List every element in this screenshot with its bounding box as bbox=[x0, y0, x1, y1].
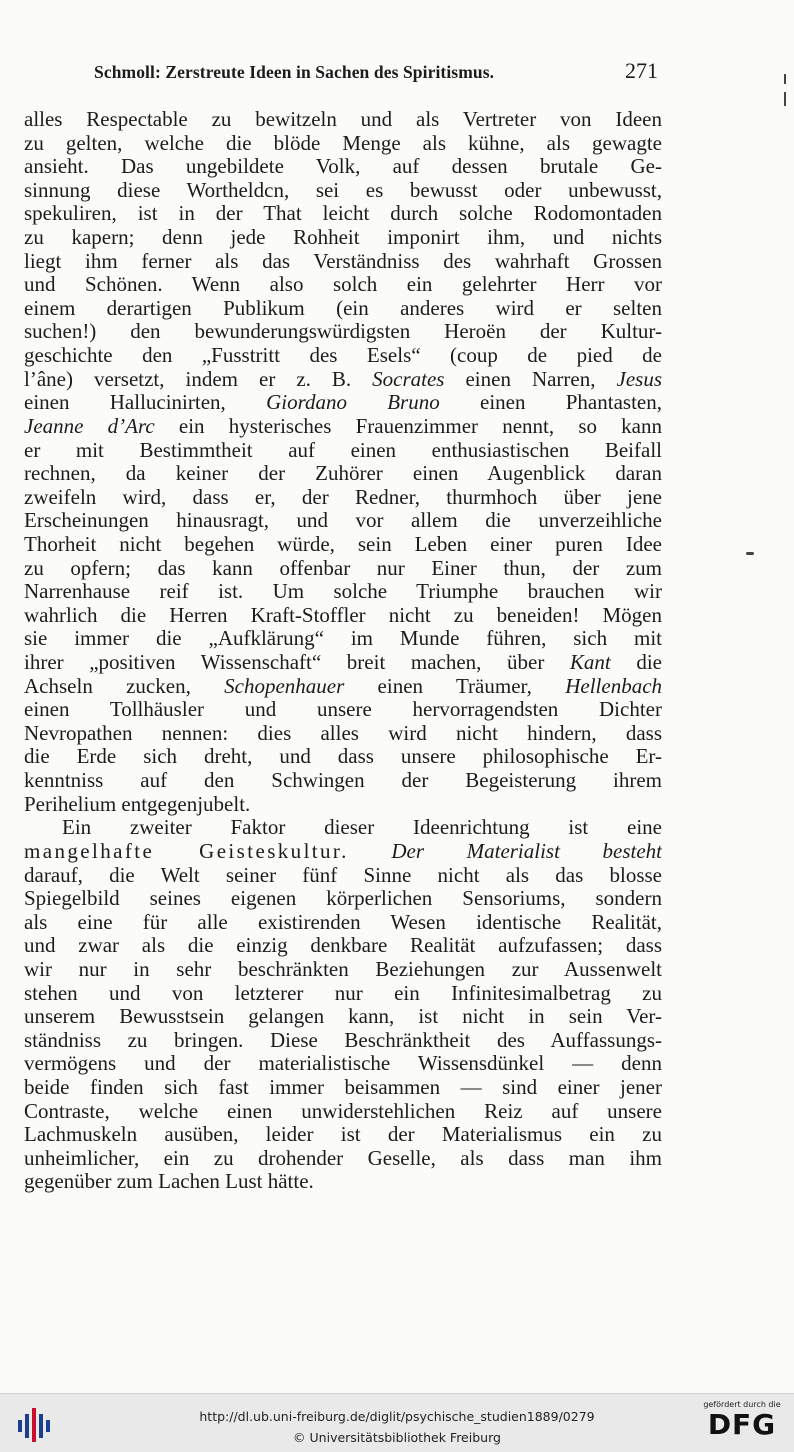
text-line bbox=[24, 722, 662, 746]
scan-edge-mark bbox=[784, 92, 786, 106]
text-segment: spekuliren, ist in der That leicht durch solche Rodomontaden bbox=[24, 202, 662, 226]
text-line bbox=[24, 1029, 662, 1053]
text-segment: wahrlich die Herren Kraft-Stoffler nicht zu beneiden! Mögen bbox=[24, 603, 662, 627]
text-line bbox=[24, 958, 662, 982]
text-line bbox=[24, 344, 662, 368]
text-line bbox=[24, 604, 662, 628]
text-line bbox=[24, 911, 662, 935]
running-title: Schmoll: Zerstreute Ideen in Sachen des Spiritismus. bbox=[94, 62, 495, 82]
text-segment: ständniss zu bringen. Diese Beschränktheit des Auffassungs- bbox=[24, 1028, 662, 1052]
text-segment: Thorheit nicht begehen würde, sein Leben einer puren Idee bbox=[24, 532, 662, 556]
text-segment: die Erde sich dreht, und dass unsere philosophische Er- bbox=[24, 745, 662, 769]
text-segment: sinnung diese Wortheldcn, sei es bewusst oder unbewusst, bbox=[24, 178, 662, 202]
text-segment: einen Narren, bbox=[444, 367, 617, 391]
text-line bbox=[24, 745, 662, 769]
text-line bbox=[24, 1100, 662, 1124]
text-line bbox=[24, 1005, 662, 1029]
text-segment: vermögens und der materialistische Wissensdünkel — denn bbox=[24, 1052, 662, 1076]
text-line bbox=[24, 557, 662, 581]
scan-edge-mark bbox=[746, 552, 754, 555]
text-segment: wir nur in sehr beschränkten Beziehungen zur Aussenwelt bbox=[24, 957, 662, 981]
text-line bbox=[24, 368, 662, 392]
text-line bbox=[24, 698, 662, 722]
italic-name: Giordano Bruno bbox=[266, 391, 440, 415]
source-url[interactable]: http://dl.ub.uni-freiburg.de/diglit/psychische_studien1889/0279 bbox=[199, 1409, 595, 1424]
text-line bbox=[24, 1123, 662, 1147]
text-segment: Lachmuskeln ausüben, leider ist der Materialismus ein zu bbox=[24, 1123, 662, 1147]
text-segment: einen Träumer, bbox=[344, 674, 566, 698]
text-segment: Contraste, welche einen unwiderstehlichen Reiz auf unsere bbox=[24, 1099, 662, 1123]
text-segment: einen Tollhäusler und unsere hervorragendsten Dichter bbox=[24, 698, 662, 722]
copyright-notice: © Universitätsbibliothek Freiburg bbox=[293, 1430, 501, 1445]
text-line bbox=[24, 580, 662, 604]
text-segment: kenntniss auf den Schwingen der Begeisterung ihrem bbox=[24, 769, 662, 793]
text-line bbox=[24, 934, 662, 958]
italic-name: Socrates bbox=[372, 367, 445, 391]
text-segment: Perihelium entgegenjubelt. bbox=[24, 792, 251, 816]
text-segment: liegt ihm ferner als das Verständniss des wahrhaft Grossen bbox=[24, 249, 662, 273]
text-segment: er mit Bestimmtheit auf einen enthusiastischen Beifall bbox=[24, 438, 662, 462]
italic-name: Schopenhauer bbox=[224, 674, 345, 698]
text-segment: zweifeln wird, dass er, der Redner, thurmhoch über jene bbox=[24, 485, 662, 509]
text-line bbox=[24, 320, 662, 344]
text-line bbox=[24, 1170, 662, 1194]
text-line bbox=[24, 627, 662, 651]
text-line bbox=[24, 1147, 662, 1171]
text-line bbox=[24, 769, 662, 793]
text-segment: und Schönen. Wenn also solch ein gelehrter Herr vor bbox=[24, 273, 662, 297]
text-segment: ein hysterisches Frauenzimmer nennt, so kann bbox=[154, 414, 662, 438]
text-line bbox=[24, 391, 662, 415]
text-line bbox=[24, 155, 662, 179]
text-segment: Spiegelbild seines eigenen körperlichen Sensoriums, sondern bbox=[24, 887, 662, 911]
text-line bbox=[24, 273, 662, 297]
text-segment: alles Respectable zu bewitzeln und als Vertreter von Ideen bbox=[24, 108, 662, 131]
text-segment: Achseln zucken, bbox=[24, 674, 225, 698]
italic-name: Der Materialist besteht bbox=[348, 839, 662, 863]
text-segment: zu opfern; das kann offenbar nur Einer thun, der zum bbox=[24, 556, 662, 580]
text-line bbox=[24, 840, 662, 864]
text-segment: l’âne) versetzt, indem er z. B. bbox=[24, 367, 373, 391]
text-line bbox=[24, 132, 662, 156]
text-segment: ihrer „positiven Wissenschaft“ breit machen, über bbox=[24, 651, 570, 675]
text-line bbox=[24, 887, 662, 911]
text-segment: unserem Bewusstsein gelangen kann, ist nicht in sein Ver- bbox=[24, 1005, 662, 1029]
text-line bbox=[24, 226, 662, 250]
text-segment: beide finden sich fast immer beisammen — sind einer jener bbox=[24, 1075, 662, 1099]
text-segment: unheimlicher, ein zu drohender Geselle, als dass man ihm bbox=[24, 1146, 662, 1170]
text-line bbox=[24, 864, 662, 888]
italic-name: Kant bbox=[569, 651, 611, 675]
text-segment: stehen und von letzterer nur ein Infinitesimalbetrag zu bbox=[24, 981, 662, 1005]
text-segment: als eine für alle existirenden Wesen identische Realität, bbox=[24, 910, 662, 934]
emphasized-term: mangelhafte Geisteskultur. bbox=[24, 839, 349, 863]
text-line bbox=[24, 202, 662, 226]
text-line bbox=[24, 675, 662, 699]
italic-name: Jeanne d’Arc bbox=[24, 414, 155, 438]
text-segment: und zwar als die einzig denkbare Realität aufzufassen; dass bbox=[24, 934, 662, 958]
footer-bar bbox=[0, 1393, 794, 1452]
text-segment: zu gelten, welche die blöde Menge als kühne, als gewagte bbox=[24, 131, 662, 155]
text-segment: einen Phantasten, bbox=[439, 391, 662, 415]
text-segment: sie immer die „Aufklärung“ im Munde führen, sich mit bbox=[24, 627, 662, 651]
text-line bbox=[24, 651, 662, 675]
text-segment: suchen!) den bewunderungswürdigsten Heroën der Kultur- bbox=[24, 320, 662, 344]
text-segment: die bbox=[610, 651, 662, 675]
text-segment: geschichte den „Fusstritt des Esels“ (coup de pied de bbox=[24, 344, 662, 368]
text-line bbox=[24, 1076, 662, 1100]
page-number: 271 bbox=[625, 58, 658, 83]
text-segment: einen Hallucinirten, bbox=[24, 391, 267, 415]
dfg-logo bbox=[700, 1400, 784, 1448]
text-segment: gegenüber zum Lachen Lust hätte. bbox=[24, 1170, 314, 1194]
text-segment: einem derartigen Publikum (ein anderes wird er selten bbox=[24, 296, 662, 320]
text-line bbox=[24, 816, 662, 840]
text-line bbox=[24, 533, 662, 557]
scan-edge-mark bbox=[784, 74, 786, 84]
text-line bbox=[24, 509, 662, 533]
text-segment: Ein zweiter Faktor dieser Ideenrichtung ist eine bbox=[62, 816, 662, 840]
text-line bbox=[24, 108, 662, 132]
text-segment: darauf, die Welt seiner fünf Sinne nicht als das blosse bbox=[24, 863, 662, 887]
text-line bbox=[24, 297, 662, 321]
text-segment: Erscheinungen hinausragt, und vor allem die unverzeihliche bbox=[24, 509, 662, 533]
text-line bbox=[24, 982, 662, 1006]
dfg-wordmark: DFG bbox=[707, 1408, 777, 1441]
funding-caption: gefördert durch die bbox=[703, 1400, 781, 1409]
italic-name: Jesus bbox=[616, 367, 662, 391]
text-line bbox=[24, 1052, 662, 1076]
text-line bbox=[24, 179, 662, 203]
text-line bbox=[24, 462, 662, 486]
text-line bbox=[24, 250, 662, 274]
italic-name: Hellenbach bbox=[565, 674, 662, 698]
text-segment: Narrenhause reif ist. Um solche Triumphe brauchen wir bbox=[24, 580, 662, 604]
text-line bbox=[24, 793, 662, 817]
text-line bbox=[24, 415, 662, 439]
body-text bbox=[24, 108, 662, 1194]
text-line bbox=[24, 486, 662, 510]
text-segment: ansieht. Das ungebildete Volk, auf dessen brutale Ge- bbox=[24, 155, 662, 179]
text-segment: rechnen, da keiner der Zuhörer einen Augenblick daran bbox=[24, 462, 662, 486]
running-head bbox=[94, 58, 664, 88]
text-line bbox=[24, 439, 662, 463]
text-segment: zu kapern; denn jede Rohheit imponirt ihm, und nichts bbox=[24, 226, 662, 250]
text-segment: Nevropathen nennen: dies alles wird nicht hindern, dass bbox=[24, 721, 662, 745]
